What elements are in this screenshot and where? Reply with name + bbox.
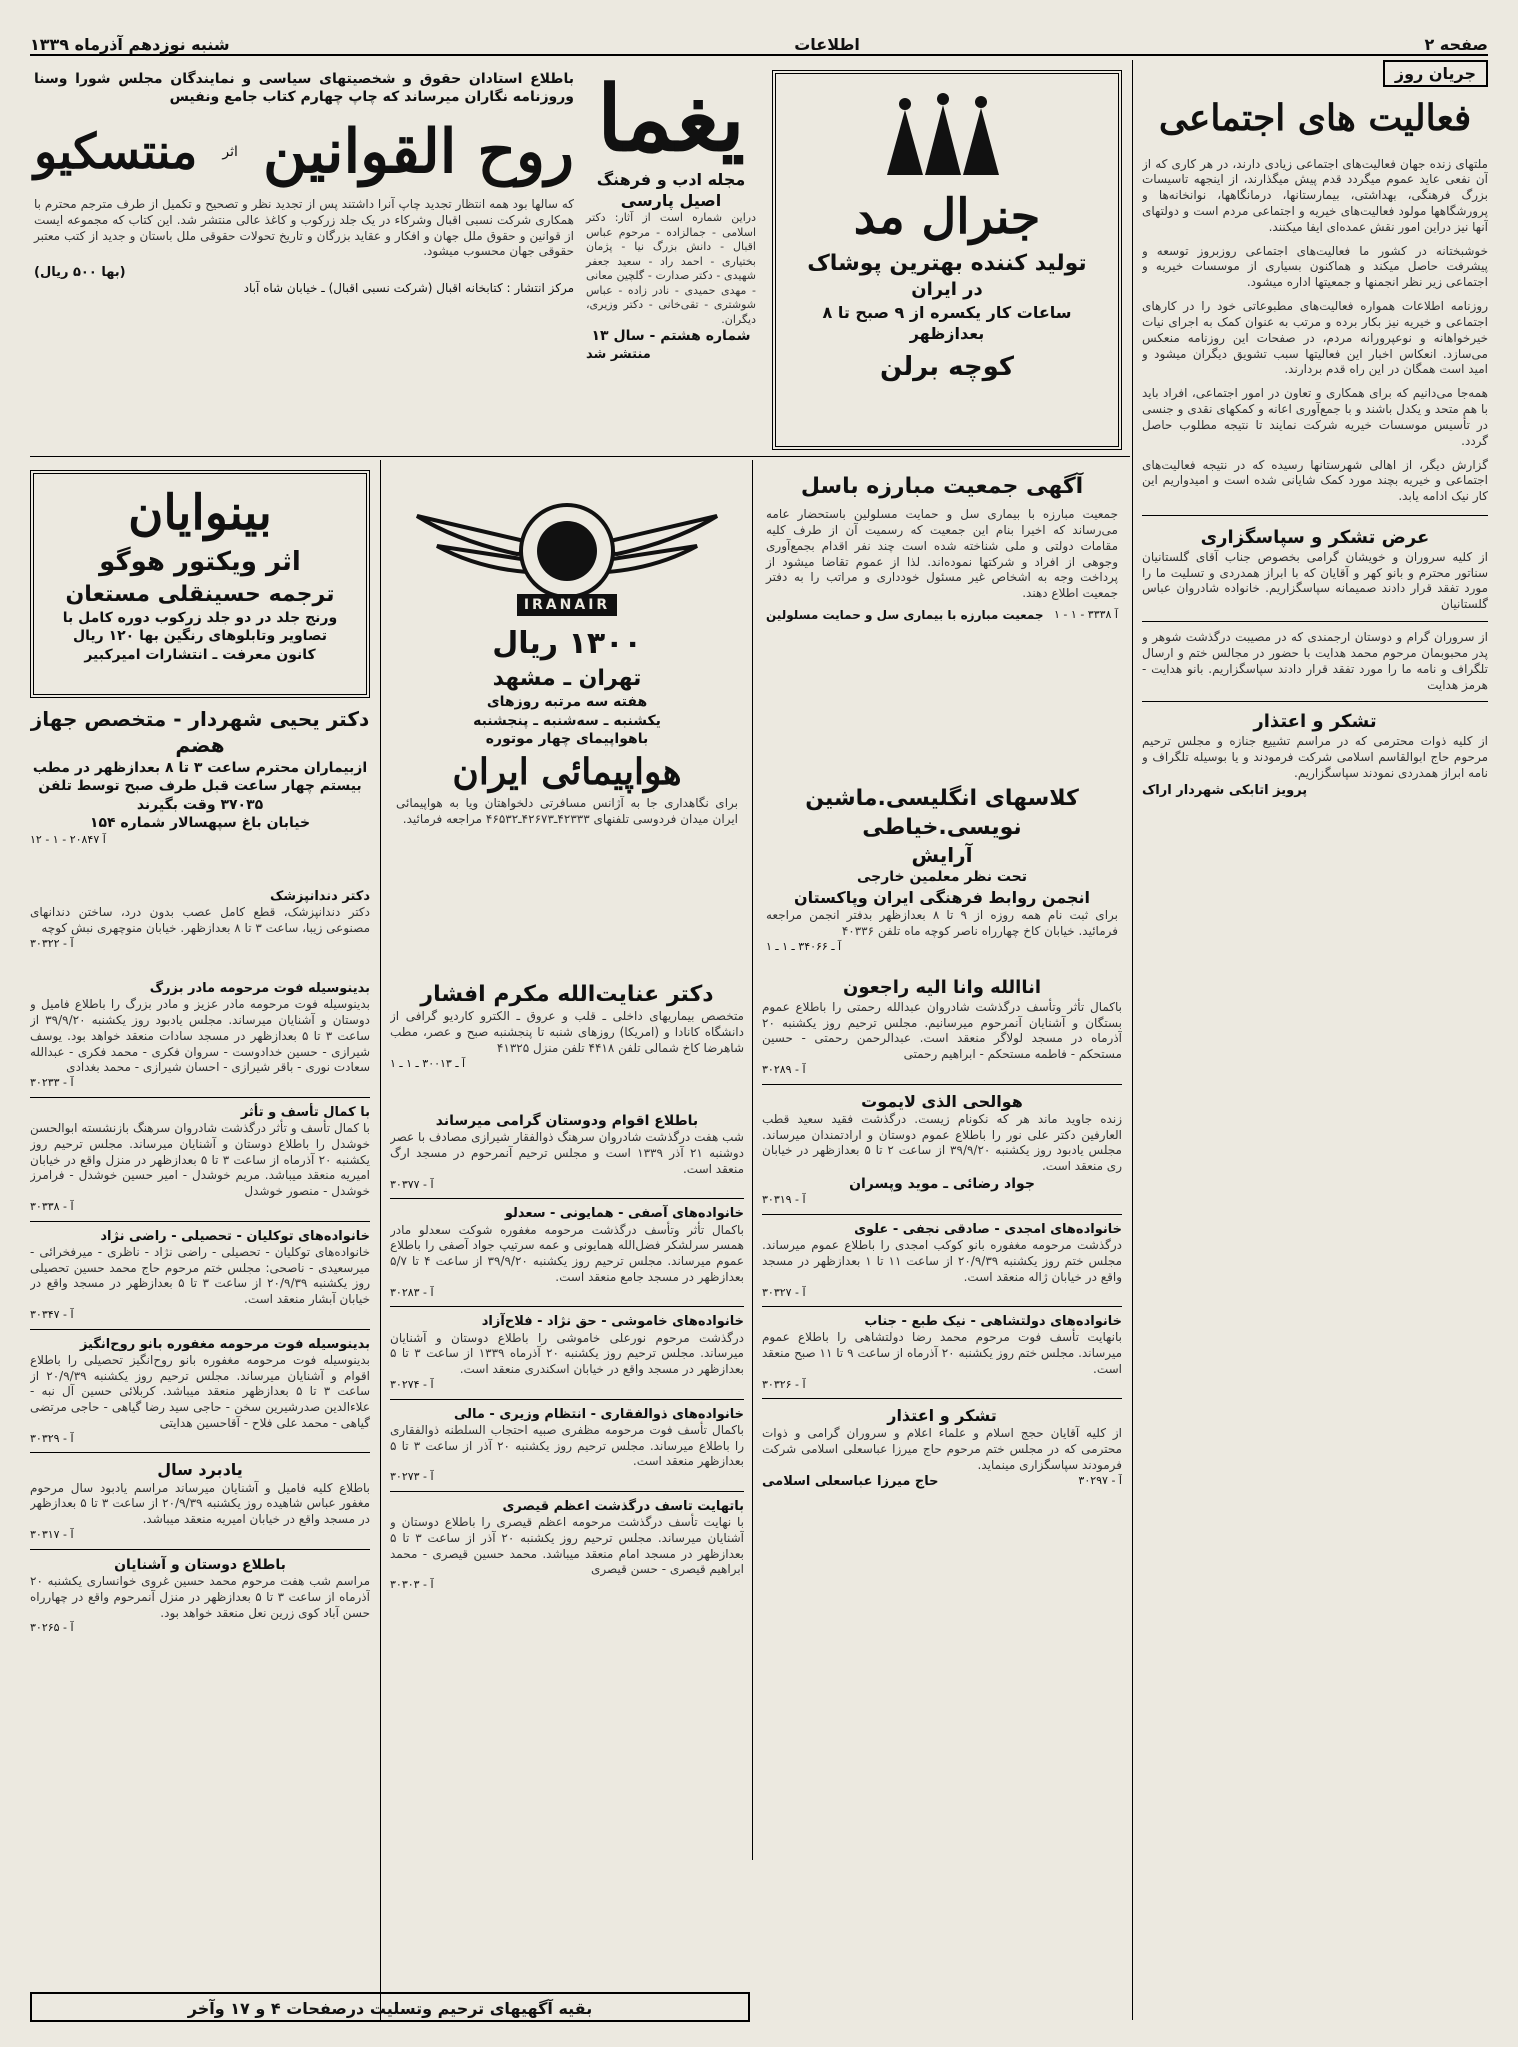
obit-divider — [390, 1491, 744, 1492]
les-miserables-ad — [30, 470, 370, 698]
editorial-title: فعالیت های اجتماعی — [1158, 97, 1472, 139]
doctor-1-address: خیابان باغ سپهسالار شماره ۱۵۴ — [89, 815, 311, 832]
les-miserables-author: اثر ویکتور هوگو — [99, 547, 301, 578]
header-page: صفحه ۲ — [1424, 35, 1488, 54]
obit-4-title: یادبرد سال — [157, 1460, 243, 1480]
yaghma-issue: شماره هشتم - سال ۱۳ — [591, 328, 751, 345]
yaghma-subtitle: مجله ادب و فرهنگ — [596, 170, 746, 189]
basel-sign: جمعیت مبارزه با بیماری سل و حمایت مسلولین — [766, 608, 1044, 622]
c2-obit-4-sign: حاج میرزا عباسعلی اسلامی — [762, 1473, 939, 1489]
obit-0-body: بدینوسیله فوت مرحومه مادر عزیز و مادر بزرگ را باطلاع فامیل و دوستان و آشنایان میرساند. مجلس یادبود روز یکشنبه ۳۹/۹/۲۰ از ساعت ۳ تا ۵ بعدازظهر در مسجد سادات منعقد خواهد بود. یوسف شیرازی - حسین خدادوست - سروان فکری - محمد فکری - عبدالله سعادت نوری - باقر شیرازی - احسان شیرازی - محمد بغدادی — [30, 997, 370, 1075]
mid-obit-0-body: شب هفت درگذشت شادروان سرهنگ ذوالفقار شیرازی مصادف با عصر دوشنبه ۲۱ آذر ۱۳۳۹ است و مجلس ترحیم آنمرحوم در مسجد ارگ منعقد است. — [390, 1130, 744, 1177]
thanks-3-sign: پرویز اتابکی شهردار اراک — [1142, 782, 1308, 798]
c2-obit-2-body: درگذشت مرحومه مغفوره بانو کوکب امجدی را باطلاع عموم میرساند. مجلس ختم روز یکشنبه ۲۰/۹/۳۹ از ساعت ۱۱ تا ۱ بعدازظهر در مسجد واقع در خیابان ژاله منعقد است. — [762, 1238, 1122, 1284]
c2-obit-3-body: بانهایت تأسف فوت مرحوم محمد رضا دولتشاهی را باطلاع عموم میرساند. مجلس ختم روز یکشنبه ۲۰ آذرماه از ساعت ۹ تا ۱۱ صبح منعقد است. — [762, 1330, 1122, 1376]
c2-obit-1-code: آ - ۳۰۳۱۹ — [762, 1193, 806, 1207]
iranair-frequency: هفته سه مرتبه روزهای — [486, 694, 648, 711]
obit-divider — [390, 1198, 744, 1199]
mid-obit-0-title: باطلاع اقوام ودوستان گرامی میرساند — [435, 1113, 699, 1129]
c2-obit-1 — [762, 1091, 1122, 1208]
classes-code: آ ـ ۳۴۰۶۶ ـ ۱ ـ ۱ — [766, 939, 842, 953]
mid-obit-1 — [390, 1205, 744, 1300]
editorial-para-3: روزنامه اطلاعات همواره فعالیت‌های مطبوعاتی خود را در کارهای اجتماعی و خیریه نیز بکار برده و مرتب به عنوان کمک به اجرای نیات خیرخواهانه و نوعپرورانه مردم، در صفحات این روزنامه منعکس می‌سازد. انعکاس اخبار این فعالیتها سبب تشویق دیگران میشود و امید است همگان در این راه قدم بردارند. — [1142, 299, 1488, 377]
header-date: شنبه نوزدهم آذرماه ۱۳۳۹ — [30, 35, 230, 54]
obit-1-body: با کمال تأسف و تأثر درگذشت شادروان سرهنگ بازنشسته ابوالحسن خوشدل را باطلاع دوستان و آشنایان میرساند. مجلس ترحیم روز یکشنبه ۲۰ آذرماه از ساعت ۳ تا ۵ بعدازظهر در منزل واقع در خیابان امیریه منعقد میباشد. مریم خوشدل - امیر حسین خوشدل - فرامرز خوشدل - منصور خوشدل — [30, 1120, 370, 1199]
editorial-para-1: ملتهای زنده جهان فعالیت‌های اجتماعی زیادی دارند، در هر کاری که از آن نفعی عاید عموم میگردد قدم پیش میگذارند، از اینجهه تاسیسات بزرگ فرهنگی، بهداشتی، بیمارستانها، درمانگاهها، نوانخانه‌ها و پرورشگاهها مولود فعالیت‌های خیریه و اجتماعی مردم است و دولتهای آنها نیز دراین امور نقش عمده‌ای ایفا میکنند. — [1142, 156, 1488, 234]
mid-obit-3-code: آ - ۳۰۲۷۳ — [390, 1470, 434, 1484]
classes-title: کلاسهای انگلیسی.ماشین نویسی.خیاطی — [805, 786, 1079, 841]
obit-1-code: آ - ۳۰۳۳۸ — [30, 1200, 74, 1214]
header-paper: اطلاعات — [794, 35, 860, 54]
column-rule-left — [380, 460, 381, 2020]
page-header — [30, 26, 1488, 56]
obit-3-code: آ - ۳۰۳۲۹ — [30, 1431, 74, 1445]
obit-4-body: باطلاع کلیه فامیل و آشنایان میرساند مراسم یادبود سال مرحوم مغفور عباس شاهیده روز یکشنبه ۲۰/۹/۳۹ از ساعت ۳ تا ۵ بعدازظهر در مسجد واقع در خیابان امیریه منعقد میباشد. — [30, 1480, 370, 1527]
mid-obit-4-body: با نهایت تأسف درگذشت مرحومه اعظم قیصری را باطلاع دوستان و آشنایان میرساند. مجلس ترحیم روز یکشنبه ۲۰ آذر از ساعت ۳ تا ۵ بعدازظهر در مسجد امام منعقد میباشد. محمد حسین قیصری - محمد ابراهیم قیصری - حسن قیصری — [390, 1514, 744, 1577]
mid-obit-2 — [390, 1313, 744, 1392]
obit-2-code: آ - ۳۰۳۴۷ — [30, 1308, 74, 1322]
editorial-para-4: همه‌جا می‌دانیم که برای همکاری و تعاون در امور اجتماعی، افراد باید با هم متحد و یکدل باشند و با جمع‌آوری اعانه و کمکهای نقدی و جنسی در تأسیس موسسات خیریه شرکت نمایند تا نتیجه مطلوب حاصل گردد. — [1142, 386, 1488, 448]
obit-2-body: خانواده‌های توکلیان - تحصیلی - راضی نژاد - ناظری - میرفخرائی - میرسعیدی - ناصحی: مجلس ختم مرحوم حاج محمد حسین تحصیلی روز یکشنبه ۲۰/۹/۳۹ از ساعت ۳ تا ۵ بعدازظهر در مسجد واقع در خیابان آبشار منعقد است. — [30, 1244, 370, 1307]
mid-obit-1-code: آ - ۳۰۲۸۳ — [390, 1285, 434, 1299]
iranair-plane: باهواپیمای چهار موتوره — [485, 731, 649, 748]
obit-divider — [390, 1399, 744, 1400]
editorial-tag: جریان روز — [1383, 60, 1488, 87]
montesquieu-ad — [30, 66, 578, 450]
classes-sub: آرایش — [911, 843, 973, 868]
iranair-body: برای نگاهداری جا به آژانس مسافرتی دلخواهتان ویا به هواپیمائی ایران میدان فردوسی تلفنهای ۴۲۳۳۳ـ۴۲۶۷۳ـ۴۶۵۳۲ مراجعه فرمائید. — [396, 796, 738, 826]
mid-obit-4-code: آ - ۳۰۳۰۳ — [390, 1578, 434, 1592]
les-miserables-body: ورنج جلد در دو جلد زرکوب دوره کامل با تصاویر وتابلوهای رنگین بها ۱۲۰ ریال — [62, 609, 338, 645]
obit-divider — [762, 1214, 1122, 1215]
montesquieu-body: که سالها بود همه انتظار تجدید چاپ آنرا داشتند پس از تجدید نظر و تصحیح و تکمیل از طرف مترجم محترم با همکاری شرکت نسبی اقبال وشرکاء در یک جلد زرکوب و کاغذ عالی منتشر شد. این کتاب که مجموعه ایست از قوانین و حقوق ملل جهان و افکار و عقاید بزرگان و تاریخ تحولات حقوقی ملل باستان و جدید از کتب معتبر حقوقی جهان محسوب میشود. — [34, 196, 574, 259]
yaghma-title: یغما — [597, 66, 745, 172]
c2-obit-1-sign: جواد رضائی ـ موید وپسران — [849, 1176, 1035, 1192]
obit-divider — [30, 1097, 370, 1098]
c2-obit-3 — [762, 1313, 1122, 1392]
iranair-name: هواپیمائی ایران — [452, 750, 682, 793]
c2-obit-4-title: تشکر و اعتذار — [887, 1406, 997, 1426]
dentist-body: دکتر دندانپزشک، قطع کامل عصب بدون درد، ساختن دندانهای مصنوعی زیبا، ساعت ۳ تا ۸ بعدازظهر. خیابان منوچهری نبش کوچه — [30, 905, 370, 935]
obit-1-title: با کمال تأسف و تأثر — [240, 1104, 370, 1120]
footer-note-box — [30, 1992, 750, 2022]
mid-obit-4-title: باتهایت تاسف درگذشت اعظم قیصری — [502, 1498, 744, 1514]
yaghma-body: دراین شماره است از آثار: دکتر اسلامی - جمالزاده - مرحوم عباس اقبال - دانش بزرگ نیا - پژمان بختیاری - احمد راد - سعید جعفر شهیدی - دکتر صدارت - گلچین معانی - مهدی حمیدی - نادر زاده - عباس شوشتری - تقی‌خانی - دکتر وزیری، دیگران. — [586, 211, 756, 326]
classes-ad — [762, 780, 1122, 970]
doctor-2-title: دکتر عنایت‌الله مکرم افشار — [420, 982, 714, 1007]
c2-obit-0 — [762, 976, 1122, 1078]
obit-divider — [30, 1549, 370, 1550]
c2-obit-0-title: اناالله وانا الیه راجعون — [842, 977, 1042, 998]
thanks-2-body: از سروران گرام و دوستان ارجمندی که در مصیبت درگذشت شوهر و پدر محبوبمان مرحوم محمد هدایت با حضور در مجالس ختم و ارسال تلگراف و نامه ما را مورد تفقد قرار دادند سپاسگزاریم. بانو هدایت - هرمز هدایت — [1142, 630, 1488, 692]
editorial-column — [1142, 60, 1488, 2020]
column-rule-mid — [752, 460, 753, 1860]
obit-3-body: بدینوسیله فوت مرحومه مغفوره بانو روح‌انگیز تحصیلی را باطلاع اقوام و آشنایان میرساند. مجلس ترحیم روز یکشنبه ۲۰/۹/۳۹ از ساعت ۳ تا ۵ بعدازظهر منعقد میباشد. کربلائی حسین آل نبه - علاءالدین صدرشیرین سخن - حاجی سید رضا گیاهی - حاجی مرتضی گیاهی - محمد علی فلاح - آقاحسین هدایتی — [30, 1352, 370, 1431]
left-obits — [30, 980, 370, 1990]
obit-4 — [30, 1459, 370, 1542]
obit-4-code: آ - ۳۰۳۱۷ — [30, 1528, 74, 1542]
footer-note: بقیه آگهیهای ترحیم وتسلیت درصفحات ۴ و ۱۷ وآخر — [187, 1999, 593, 2018]
c2-obit-3-title: خانواده‌های دولتشاهی - نیک طبع - جناب — [864, 1314, 1122, 1330]
thanks-1-title: عرض تشکر و سپاسگزاری — [1200, 527, 1430, 549]
doctor-1-title: دکتر یحیی شهردار - متخصص جهاز هضم — [30, 707, 370, 758]
montesquieu-price: (بها ۵۰۰ ریال) — [34, 265, 126, 281]
editorial-para-5: گزارش دیگر، از اهالی شهرستانها رسیده که در نتیجه فعالیت‌های اجتماعی و خیریه بچند مورد کمک شایانی شده است و امیدواریم این کار نیک ادامه یابد. — [1142, 457, 1488, 504]
general-mode-line-2: در ایران — [911, 279, 983, 301]
mid-obit-0-code: آ - ۳۰۳۷۷ — [390, 1177, 434, 1191]
obit-0-title: بدینوسیله فوت مرحومه مادر بزرگ — [149, 981, 370, 996]
montesquieu-title: روح القوانین — [262, 116, 574, 187]
obit-divider — [762, 1306, 1122, 1307]
mid-obit-3-body: باکمال تأسف فوت مرحومه مظفری صبیه احتجاب السلطنه ذوالفقاری را باطلاع میرساند. مجلس ترحیم روز یکشنبه ۲۰ آذر از ساعت ۳ تا ۵ بعدازظهر منعقد است. — [390, 1422, 744, 1469]
mid-obit-3-title: خانواده‌های ذوالفقاری - انتظام وزیری - مالی — [453, 1406, 744, 1422]
montesquieu-footer: مرکز انتشار : کتابخانه اقبال (شرکت نسبی اقبال) ـ خیابان شاه آباد — [243, 281, 574, 296]
obit-5-code: آ - ۳۰۲۶۵ — [30, 1621, 74, 1635]
doctor-2-ad — [390, 980, 744, 1110]
c2-obit-3-code: آ - ۳۰۳۲۶ — [762, 1377, 806, 1391]
iranair-days: یکشنبه ـ سه‌شنبه ـ پنجشنبه — [473, 712, 661, 729]
obit-divider — [30, 1221, 370, 1222]
thanks-divider-2 — [1142, 701, 1488, 702]
basel-title: آگهی جمعیت مبارزه باسل — [800, 474, 1084, 499]
doctor-1-ad — [30, 706, 370, 886]
c2-obit-2-title: خانواده‌های امجدی - صادقی نجفی - علوی — [854, 1221, 1122, 1237]
obit-divider — [30, 1329, 370, 1330]
obit-divider — [762, 1084, 1122, 1085]
doctor-2-body: متخصص بیماریهای داخلی ـ قلب و عروق ـ الکترو کاردیو گرافی از دانشگاه کانادا و (امریکا) روزهای شنبه تا پنجشنبه صبح و عصر، مطب شاهرضا کاخ شمالی تلفن ۴۴۱۸ تلفن منزل ۴۱۳۲۵ — [390, 1009, 744, 1055]
general-mode-line-4: کوچه برلن — [879, 352, 1015, 383]
basel-notice — [762, 468, 1122, 774]
basel-body: جمعیت مبارزه با بیماری سل و حمایت مسلولین باستحضار عامه می‌رساند که اخیرا بنام این جمعیت که رسمیت آن از طرف کلیه مقامات دولتی و ملی شناخته شده است چند نفر اقدام بجمع‌آوری وجوهی از افراد و شرکتها نموده‌اند. لذا از عموم تقاضا میشود از پرداخت وجه به اشخاص غیر مسئول خودداری و مراتب را به دفتر جمعیت اطلاع دهند. — [766, 507, 1118, 601]
mid-obit-0 — [390, 1112, 744, 1192]
c2-obit-4 — [762, 1405, 1122, 1489]
les-miserables-translator: ترجمه حسینقلی مستعان — [65, 581, 335, 607]
c2-obit-0-body: باکمال تأثر وتأسف درگذشت شادروان عبدالله رحمتی را باطلاع عموم بستگان و آشنایان آنمرحوم میرسانیم. مجلس ترحیم روز یکشنبه ۲۰ آذرماه در مسجد لولاگر منعقد است. عبدالرحمن رحمتی - حسین مستحکم - فاطمه مستحکم - ابراهیم رحمتی — [762, 999, 1122, 1062]
mid-obit-4 — [390, 1498, 744, 1593]
thanks-divider-1 — [1142, 621, 1488, 622]
obit-divider — [762, 1398, 1122, 1399]
obit-5-title: باطلاع دوستان و آشنایان — [114, 1556, 286, 1573]
editorial-divider — [1142, 515, 1488, 516]
obit-3 — [30, 1336, 370, 1447]
iranair-logo-text: IRANAIR — [523, 597, 611, 613]
basel-code: آ ۳۳۳۸ - ۱ - ۱ — [1054, 608, 1118, 621]
obit-1 — [30, 1104, 370, 1215]
editorial-para-2: خوشبختانه در کشور ما فعالیت‌های اجتماعی روزبروز توسعه و پیشرفت حاصل میکند و هماکنون بسیاری از موسسات خیریه و اجتماعی زیر نظر انجمنها و جمعیتها اداره میشود. — [1142, 243, 1488, 290]
montesquieu-asar: اثر — [222, 143, 238, 160]
c2-obit-4-body: از کلیه آقایان حجج اسلام و علماء اعلام و سروران گرامی و ذوات محترمی که در مجلس ختم مرحوم حاج میرزا عباسعلی اسلامی شرکت فرمودند سپاسگزاری مینماید. — [762, 1426, 1122, 1473]
general-mode-line-3: ساعات کار یکسره از ۹ صبح تا ۸ بعدازظهر — [822, 303, 1072, 344]
classes-sub-2: تحت نظر معلمین خارجی — [856, 869, 1028, 886]
dentist-ad — [30, 888, 370, 978]
classes-body: برای ثبت نام همه روزه از ۹ تا ۸ بعدازظهر بدفتر انجمن مراجعه فرمائید. خیابان کاخ چهارراه ناصر کوچه ماه تلفن ۴۰۳۳۶ — [766, 908, 1118, 938]
c2-obit-4-code: آ - ۳۰۲۹۷ — [1078, 1473, 1122, 1487]
c2-obit-2 — [762, 1221, 1122, 1300]
middle-obits — [390, 1112, 744, 1988]
thanks-3-title: تشکر و اعتذار — [1253, 711, 1377, 733]
yaghma-subtitle-2: اصیل پارسی — [620, 191, 722, 211]
column-rule-right — [1132, 60, 1133, 2020]
c2-obit-1-title: هوالحی الذی لایموت — [861, 1091, 1023, 1111]
column-2-obits — [762, 976, 1122, 1988]
yaghma-status: منتشر شد — [586, 346, 651, 362]
mid-obit-2-title: خانواده‌های خاموشی - حق نژاد - فلاح‌آزاد — [481, 1314, 744, 1330]
obit-3-title: بدینوسیله فوت مرحومه مغفوره بانو روح‌انگیز — [79, 1336, 370, 1352]
yaghma-ad — [582, 66, 760, 450]
mid-obit-2-code: آ - ۳۰۲۷۴ — [390, 1378, 434, 1392]
obit-divider — [390, 1306, 744, 1307]
top-section-rule — [30, 456, 1130, 457]
c2-obit-0-code: آ - ۳۰۲۸۹ — [762, 1063, 806, 1077]
obit-2-title: خانواده‌های توکلیان - تحصیلی - راضی نژاد — [100, 1228, 370, 1244]
montesquieu-intro: باطلاع استادان حقوق و شخصیتهای سیاسی و نمایندگان مجلس شورا وسنا وروزنامه نگاران میرساند که چاپ چهارم کتاب جامع ونفیس — [34, 71, 574, 106]
montesquieu-author: منتسکیو — [34, 123, 198, 180]
mid-obit-1-body: باکمال تأثر وتأسف درگذشت مرحومه مغفوره شوکت سعدلو مادر همسر سرلشکر فضل‌الله همایونی و عمه سرتیپ جواد آصفی را باطلاع عموم میرساند. مجلس ترحیم روز یکشنبه ۳۹/۹/۲۰ از ساعت ۴ تا ۵/۷ بعدازظهر در مسجد جامع منعقد است. — [390, 1222, 744, 1285]
dentist-code: آ - ۳۰۳۲۲ — [30, 936, 74, 950]
iranair-price: ۱۳۰۰ ریال — [492, 626, 642, 662]
les-miserables-publisher: کانون معرفت ـ انتشارات امیرکبیر — [84, 646, 316, 663]
iranair-ad — [390, 470, 744, 976]
obit-0-code: آ - ۳۰۲۳۳ — [30, 1076, 74, 1090]
mid-obit-3 — [390, 1406, 744, 1485]
general-mode-title: جنرال مد — [853, 189, 1041, 245]
obit-2 — [30, 1228, 370, 1323]
iranair-route: تهران ـ مشهد — [492, 666, 642, 692]
mannequin-figures-icon — [877, 90, 1017, 180]
obit-0 — [30, 980, 370, 1091]
doctor-1-body: ازبیماران محترم ساعت ۳ تا ۸ بعدازظهر در مطب بیستم چهار ساعت قبل طرف صبح توسط تلفن ۳۷۰۳۵ وقت بگیرند — [32, 759, 368, 813]
general-mode-line-1: تولید کننده بهترین پوشاک — [807, 251, 1087, 277]
mid-obit-1-title: خانواده‌های آصفی - همایونی - سعدلو — [504, 1206, 744, 1222]
doctor-2-code: آ ـ ۳۰۰۱۳ ـ ۱ ـ ۱ — [390, 1056, 466, 1070]
obit-divider — [30, 1452, 370, 1453]
les-miserables-title: بینوایان — [128, 485, 272, 541]
thanks-3-body: از کلیه ذوات محترمی که در مراسم تشییع جنازه و مجلس ترحیم مرحوم حاج ابوالقاسم اسلامی شرکت فرمودند و یا بوسیله تلگراف و نامه ابراز همدردی نمودند سپاسگزاریم. — [1142, 734, 1488, 780]
thanks-1-body: از کلیه سروران و خویشان گرامی بخصوص جناب آقای گلستانیان سناتور محترم و بانو کهر و آقایان که با ابراز همدردی و تسلیت ما را مورد تفقد قرار دادند صمیمانه سپاسگزاریم. خانواده شادروان عباس گلستانیان — [1142, 549, 1488, 612]
obit-5-body: مراسم شب هفت مرحوم محمد حسین غروی خوانساری یکشنبه ۲۰ آذرماه از ساعت ۳ تا ۵ بعدازظهر در منزل آنمرحوم واقع در چهارراه حسن آباد کوی زرین نعل منعقد خواهد بود. — [30, 1574, 370, 1620]
obit-5 — [30, 1556, 370, 1636]
mid-obit-2-body: درگذشت مرحوم نورعلی خاموشی را باطلاع دوستان و آشنایان میرساند. مجلس ترحیم روز یکشنبه ۲۰ آذرماه ۱۳۳۹ از ساعت ۳ تا ۵ بعدازظهر در مسجد واقع در خیابان اسکندری منعقد است. — [390, 1330, 744, 1377]
general-mode-ad — [772, 70, 1122, 450]
c2-obit-2-code: آ - ۳۰۳۲۷ — [762, 1285, 806, 1299]
doctor-1-code: آ ۲۰۸۴۷ - ۱ - ۱۲ — [30, 832, 106, 846]
classes-sub-3: انجمن روابط فرهنگی ایران وپاکستان — [793, 887, 1091, 907]
c2-obit-1-body: زنده جاوید ماند هر که نکونام زیست. درگذشت فقید سعید قطب العارفین دکتر علی نور را باطلاع عموم دوستان و ارادتمندان میرساند. مجلس یادبود روز یکشنبه ۳۹/۹/۲۰ از ساعت ۲ تا ۵ بعدازظهر در خیابان ری منعقد است. — [762, 1111, 1122, 1174]
dentist-title: دکتر دندانپزشک — [269, 889, 370, 904]
